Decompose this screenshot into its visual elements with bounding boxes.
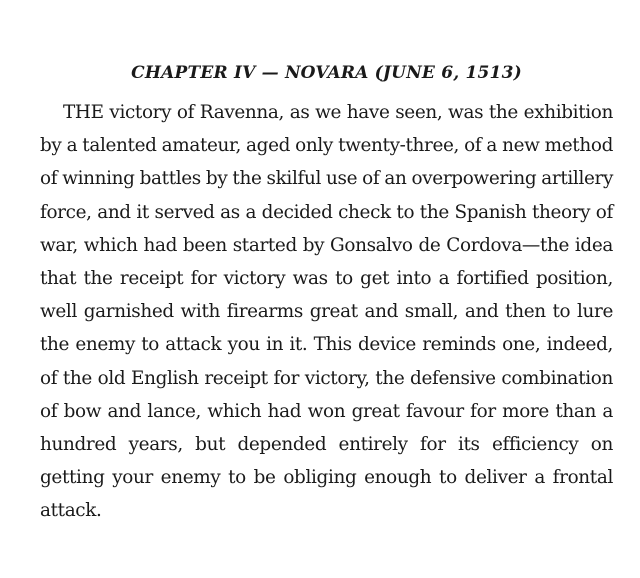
book-page bbox=[40, 0, 613, 528]
chapter-title: CHAPTER IV — NOVARA (JUNE 6, 1513) bbox=[131, 63, 522, 83]
body-paragraph: THE victory of Ravenna, as we have seen, was the exhibition by a talented amateur, aged only twenty-three, of a new method of winning battles by the skilful use of an overpowering artillery force, and it served as a decided check to the Spanish theory of war, which had been started by Gonsalvo de Cordova—the idea that the receipt for victory was to get into a fortified position, well garnished with firearms great and small, and then to lure the enemy to attack you in it. This device reminds one, indeed, of the old English receipt for victory, the defensive combination of bow and lance, which had won great favour for more than a hundred years, but depended entirely for its efficiency on getting your enemy to be obliging enough to deliver a frontal attack. bbox=[40, 102, 613, 522]
